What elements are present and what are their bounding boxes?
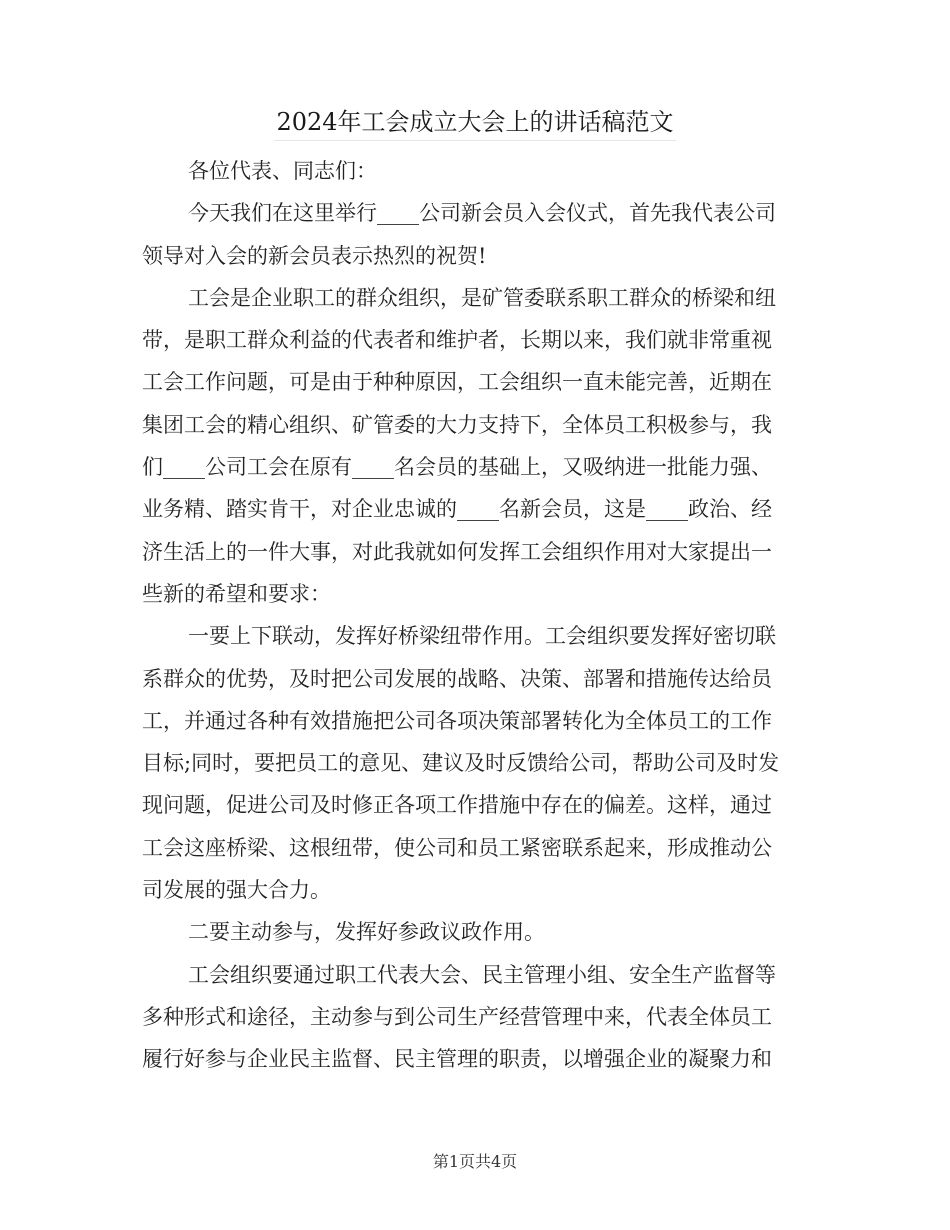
- text-line: 些新的希望和要求：: [142, 581, 331, 606]
- text-line: 们____公司工会在原有____名会员的基础上，又吸纳进一批能力强、: [142, 455, 772, 480]
- text-line: 带，是职工群众利益的代表者和维护者，长期以来，我们就非常重视: [142, 328, 772, 353]
- text-line: 各位代表、同志们：: [188, 159, 377, 183]
- text-line: 工会这座桥梁、这根纽带，使公司和员工紧密联系起来，形成推动公: [142, 835, 772, 860]
- text-line: 多种形式和途径，主动参与到公司生产经营管理中来，代表全体员工: [142, 1004, 772, 1029]
- text-line: 目标;同时，要把员工的意见、建议及时反馈给公司，帮助公司及时发: [142, 751, 780, 776]
- document-title: 2024年工会成立大会上的讲话稿范文: [274, 104, 675, 141]
- text-line: 济生活上的一件大事，对此我就如何发挥工会组织作用对大家提出一: [142, 539, 772, 564]
- text-line: 二要主动参与，发挥好参政议政作用。: [188, 920, 545, 945]
- text-line: 现问题，促进公司及时修正各项工作措施中存在的偏差。这样，通过: [142, 793, 772, 818]
- page-number: 第1页共4页: [432, 1152, 518, 1171]
- text-line: 今天我们在这里举行____公司新会员入会仪式，首先我代表公司: [188, 201, 776, 226]
- text-line: 一要上下联动，发挥好桥梁纽带作用。工会组织要发挥好密切联: [188, 624, 776, 649]
- text-line: 工会是企业职工的群众组织，是矿管委联系职工群众的桥梁和纽: [188, 285, 776, 310]
- document-body: [142, 150, 806, 1081]
- text-line: 领导对入会的新会员表示热烈的祝贺!: [142, 243, 487, 268]
- text-line: 业务精、踏实肯干，对企业忠诚的____名新会员，这是____政治、经: [142, 497, 772, 522]
- text-line: 集团工会的精心组织、矿管委的大力支持下，全体员工积极参与，我: [142, 412, 772, 437]
- text-line: 履行好参与企业民主监督、民主管理的职责，以增强企业的凝聚力和: [142, 1047, 772, 1072]
- text-line: 工会工作问题，可是由于种种原因，工会组织一直未能完善，近期在: [142, 370, 772, 395]
- document-title-wrap: [0, 104, 950, 141]
- text-line: 工会组织要通过职工代表大会、民主管理小组、安全生产监督等: [188, 962, 776, 987]
- page-footer: [0, 1150, 950, 1174]
- text-line: 系群众的优势，及时把公司发展的战略、决策、部署和措施传达给员: [142, 666, 772, 691]
- text-line: 司发展的强大合力。: [142, 878, 331, 903]
- text-line: 工，并通过各种有效措施把公司各项决策部署转化为全体员工的工作: [142, 708, 772, 733]
